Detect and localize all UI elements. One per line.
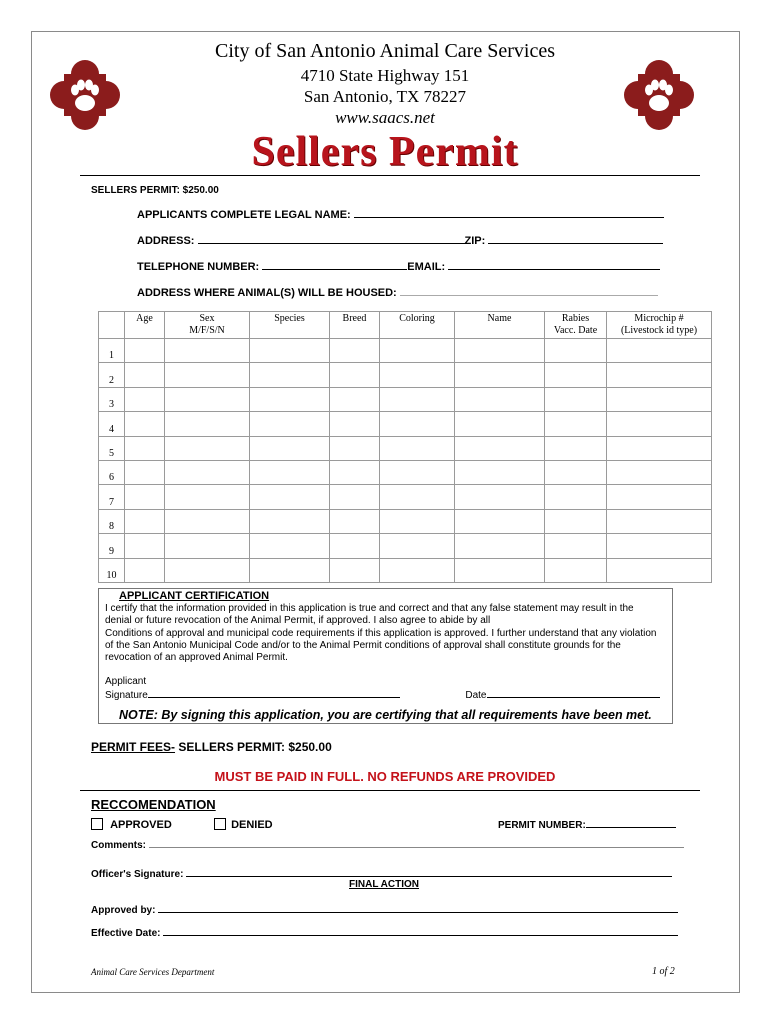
column-header: Rabies Vacc. Date	[545, 312, 607, 339]
table-row	[99, 485, 712, 509]
table-cell[interactable]	[545, 339, 607, 363]
table-cell[interactable]	[455, 534, 545, 558]
table-cell[interactable]	[330, 387, 380, 411]
table-row	[99, 436, 712, 460]
table-cell[interactable]	[165, 363, 250, 387]
table-row	[99, 387, 712, 411]
table-cell[interactable]	[545, 558, 607, 582]
final-action-label: FINAL ACTION	[349, 879, 419, 890]
effective-date-field[interactable]	[163, 926, 678, 936]
table-cell[interactable]	[250, 558, 330, 582]
table-row	[99, 558, 712, 582]
table-cell[interactable]	[330, 558, 380, 582]
permit-fees-label: PERMIT FEES-	[91, 740, 176, 754]
table-cell[interactable]	[607, 339, 712, 363]
address-row	[137, 234, 663, 247]
table-cell[interactable]	[330, 436, 380, 460]
table-cell[interactable]	[455, 558, 545, 582]
permit-number-field[interactable]	[586, 818, 676, 828]
table-cell[interactable]	[250, 534, 330, 558]
permit-fees-value: SELLERS PERMIT: $250.00	[175, 740, 332, 754]
table-cell[interactable]	[455, 460, 545, 484]
title-divider	[80, 175, 700, 176]
column-header: Name	[455, 312, 545, 339]
address-label: ADDRESS:	[137, 235, 195, 247]
table-header-row	[99, 312, 712, 339]
section-divider	[80, 790, 700, 791]
table-cell[interactable]	[380, 339, 455, 363]
table-cell[interactable]	[455, 387, 545, 411]
legal-name-row	[137, 208, 664, 221]
column-header: Breed	[330, 312, 380, 339]
table-cell[interactable]	[125, 509, 165, 533]
table-cell[interactable]	[165, 534, 250, 558]
column-header: Microchip # (Livestock id type)	[607, 312, 712, 339]
table-row	[99, 339, 712, 363]
comments-label: Comments:	[91, 840, 147, 851]
permit-number-label: PERMIT NUMBER:	[498, 820, 586, 831]
row-number: 9	[99, 534, 125, 558]
telephone-label: TELEPHONE NUMBER:	[137, 261, 260, 273]
row-number-header	[99, 312, 125, 339]
email-label: EMAIL:	[407, 261, 446, 273]
table-cell[interactable]	[380, 485, 455, 509]
row-number: 7	[99, 485, 125, 509]
officer-signature-label: Officer's Signature:	[91, 869, 184, 880]
approved-by-row	[91, 903, 678, 916]
table-cell[interactable]	[545, 460, 607, 484]
page-title: Sellers Permit	[251, 129, 519, 175]
address-field[interactable]	[198, 234, 465, 244]
table-cell[interactable]	[330, 485, 380, 509]
cert-line: revocation of an approved Animal Permit.	[105, 652, 288, 664]
table-cell[interactable]	[380, 460, 455, 484]
table-row	[99, 460, 712, 484]
table-cell[interactable]	[545, 387, 607, 411]
certification-title: APPLICANT CERTIFICATION	[119, 590, 270, 602]
housed-field[interactable]	[400, 286, 658, 296]
table-row	[99, 363, 712, 387]
table-row	[99, 534, 712, 558]
housed-label: ADDRESS WHERE ANIMAL(S) WILL BE HOUSED:	[137, 287, 397, 299]
approved-option	[91, 818, 172, 831]
table-cell[interactable]	[607, 436, 712, 460]
table-cell[interactable]	[455, 363, 545, 387]
housed-row	[137, 286, 658, 299]
table-cell[interactable]	[125, 363, 165, 387]
table-cell[interactable]	[545, 534, 607, 558]
table-cell[interactable]	[125, 460, 165, 484]
effective-date-label: Effective Date:	[91, 928, 161, 939]
table-cell[interactable]	[607, 558, 712, 582]
table-cell[interactable]	[455, 485, 545, 509]
table-cell[interactable]	[250, 485, 330, 509]
table-cell[interactable]	[250, 387, 330, 411]
address-line-2: San Antonio, TX 78227	[303, 87, 467, 106]
certification-note: NOTE: By signing this application, you are certifying that all requirements have been met.	[119, 708, 652, 722]
table-cell[interactable]	[330, 509, 380, 533]
signature-row	[105, 689, 665, 702]
table-cell[interactable]	[125, 558, 165, 582]
footer-department: Animal Care Services Department	[91, 967, 215, 977]
table-cell[interactable]	[380, 534, 455, 558]
table-cell[interactable]	[545, 509, 607, 533]
table-cell[interactable]	[545, 436, 607, 460]
column-header: Age	[125, 312, 165, 339]
table-cell[interactable]	[125, 339, 165, 363]
table-cell[interactable]	[545, 485, 607, 509]
row-number: 3	[99, 387, 125, 411]
table-cell[interactable]	[330, 534, 380, 558]
column-header: Coloring	[380, 312, 455, 339]
table-row	[99, 509, 712, 533]
signature-label-2: Signature	[105, 689, 148, 701]
website-link[interactable]: www.saacs.net	[335, 108, 435, 127]
denied-checkbox[interactable]	[214, 818, 226, 830]
recommendation-title: RECCOMENDATION	[91, 797, 216, 812]
permit-fees-row	[91, 740, 332, 754]
table-cell[interactable]	[250, 509, 330, 533]
table-cell[interactable]	[165, 339, 250, 363]
table-cell[interactable]	[330, 460, 380, 484]
table-cell[interactable]	[607, 363, 712, 387]
row-number: 10	[99, 558, 125, 582]
row-number: 4	[99, 412, 125, 436]
table-cell[interactable]	[380, 387, 455, 411]
table-row	[99, 412, 712, 436]
zip-label: ZIP:	[464, 235, 486, 247]
comments-field[interactable]	[149, 838, 684, 848]
table-cell[interactable]	[607, 534, 712, 558]
email-field[interactable]	[448, 260, 660, 270]
row-number: 2	[99, 363, 125, 387]
date-label: Date	[465, 689, 487, 701]
table-cell[interactable]	[125, 387, 165, 411]
footer-page-number: 1 of 2	[652, 966, 675, 977]
telephone-field[interactable]	[262, 260, 407, 270]
table-cell[interactable]	[607, 412, 712, 436]
table-cell[interactable]	[330, 339, 380, 363]
table-cell[interactable]	[165, 412, 250, 436]
column-header: Sex M/F/S/N	[165, 312, 250, 339]
organization-name: City of San Antonio Animal Care Services	[215, 40, 555, 62]
table-cell[interactable]	[330, 363, 380, 387]
officer-signature-field[interactable]	[186, 867, 672, 877]
table-cell[interactable]	[380, 436, 455, 460]
table-cell[interactable]	[125, 412, 165, 436]
legal-name-label: APPLICANTS COMPLETE LEGAL NAME:	[137, 209, 351, 221]
table-cell[interactable]	[455, 412, 545, 436]
denied-option	[214, 818, 273, 831]
table-cell[interactable]	[455, 436, 545, 460]
table-cell[interactable]	[250, 436, 330, 460]
cert-line: denial or future revocation of the Animal Permit, if approved. I also agree to abide by all	[105, 615, 491, 627]
table-cell[interactable]	[607, 460, 712, 484]
table-cell[interactable]	[125, 534, 165, 558]
certification-box	[98, 588, 673, 724]
table-cell[interactable]	[545, 363, 607, 387]
row-number: 6	[99, 460, 125, 484]
legal-name-field[interactable]	[354, 208, 664, 218]
telephone-row	[137, 260, 660, 273]
date-field[interactable]	[487, 689, 660, 698]
zip-field[interactable]	[488, 234, 663, 244]
signature-label-1: Applicant	[105, 676, 147, 688]
table-cell[interactable]	[165, 485, 250, 509]
table-cell[interactable]	[380, 509, 455, 533]
table-cell[interactable]	[165, 436, 250, 460]
table-cell[interactable]	[165, 460, 250, 484]
table-cell[interactable]	[545, 412, 607, 436]
table-cell[interactable]	[330, 412, 380, 436]
comments-row	[91, 838, 684, 851]
approved-by-label: Approved by:	[91, 905, 156, 916]
row-number: 8	[99, 509, 125, 533]
table-cell[interactable]	[380, 363, 455, 387]
table-cell[interactable]	[607, 387, 712, 411]
table-cell[interactable]	[165, 509, 250, 533]
table-cell[interactable]	[607, 485, 712, 509]
address-line-1: 4710 State Highway 151	[300, 66, 470, 85]
table-cell[interactable]	[607, 509, 712, 533]
column-header: Species	[250, 312, 330, 339]
table-cell[interactable]	[250, 363, 330, 387]
table-cell[interactable]	[455, 509, 545, 533]
animals-table	[98, 311, 712, 583]
row-number: 1	[99, 339, 125, 363]
approved-checkbox[interactable]	[91, 818, 103, 830]
table-cell[interactable]	[165, 558, 250, 582]
fee-line: SELLERS PERMIT: $250.00	[91, 185, 219, 196]
effective-date-row	[91, 926, 678, 939]
table-cell[interactable]	[125, 436, 165, 460]
table-cell[interactable]	[380, 412, 455, 436]
denied-label: DENIED	[231, 819, 273, 831]
table-cell[interactable]	[125, 485, 165, 509]
row-number: 5	[99, 436, 125, 460]
applicant-signature-field[interactable]	[148, 689, 400, 698]
certification-text	[105, 603, 665, 702]
table-cell[interactable]	[250, 412, 330, 436]
approved-by-field[interactable]	[158, 903, 678, 913]
table-cell[interactable]	[380, 558, 455, 582]
table-cell[interactable]	[250, 460, 330, 484]
table-cell[interactable]	[455, 339, 545, 363]
cert-line: Conditions of approval and municipal code requirements if this application is approved. I further understand that any violation	[105, 627, 657, 639]
cert-line: of the San Antonio Municipal Code and/or to the Animal Permit conditions of approval shall constitute grounds for the	[105, 639, 621, 651]
table-cell[interactable]	[250, 339, 330, 363]
permit-number-row	[498, 818, 676, 831]
approved-label: APPROVED	[110, 819, 172, 831]
payment-warning: MUST BE PAID IN FULL. NO REFUNDS ARE PROVIDED	[214, 769, 556, 784]
table-cell[interactable]	[165, 387, 250, 411]
cert-line: I certify that the information provided in this application is true and correct and that any false statement may result in the	[105, 603, 634, 614]
